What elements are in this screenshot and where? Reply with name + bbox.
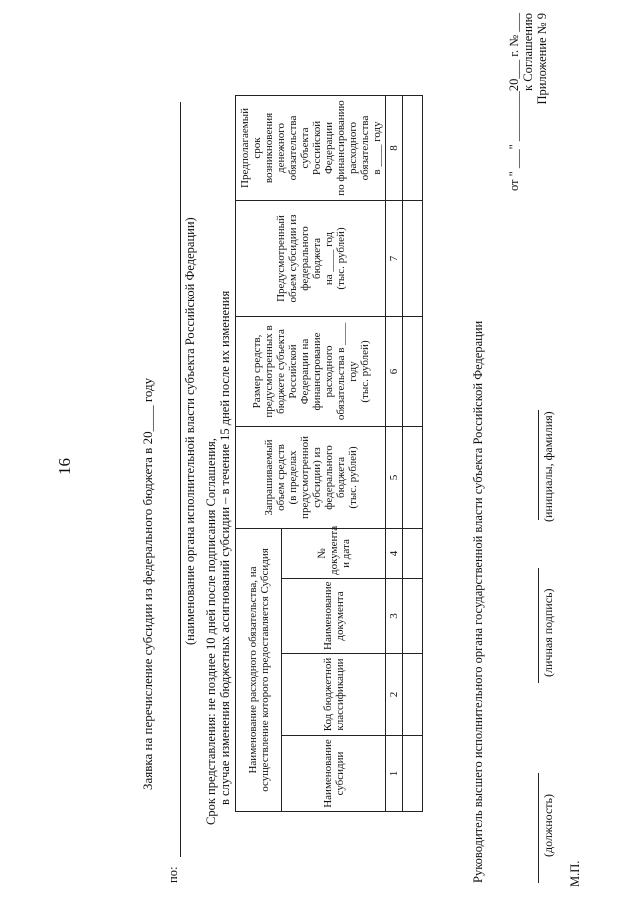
header-line: финансирование: [310, 332, 323, 411]
header-line: денежного: [274, 123, 287, 173]
header-line: (тыс. рублей): [334, 227, 347, 290]
header-line: Размер средств,: [250, 334, 263, 409]
col4-header: № документа и дата: [282, 528, 386, 578]
stamp-place: М.П.: [568, 860, 582, 887]
annex-number: Приложение № 9: [535, 13, 549, 105]
header-line: объем субсидии из: [286, 214, 299, 303]
col-number: 6: [386, 316, 403, 426]
header-line: (тыс. рублей): [358, 340, 371, 403]
empty-cell[interactable]: [403, 316, 423, 426]
header-line: предусмотренной: [298, 436, 311, 519]
col8-header: [236, 95, 386, 200]
document-title: Заявка на перечисление субсидии из федерального бюджета в 20____ году: [140, 377, 155, 790]
header-line: обязательства субъекта: [286, 115, 311, 181]
col-number: 7: [386, 200, 403, 316]
group-header: Наименование расходного обязательства, на осуществление которого предоставляется Субсидия: [236, 528, 282, 811]
recipient-label: по:: [166, 866, 180, 883]
header-line: обязательства: [358, 115, 371, 181]
header-line: (в пределах: [286, 450, 299, 505]
recipient-caption: (наименование органа исполнительной власти субъекта Российской Федерации): [183, 217, 197, 645]
header-line: возникновения: [262, 112, 275, 184]
col6-header: [236, 316, 386, 426]
col-number: 3: [386, 579, 403, 654]
header-line: федерального: [298, 226, 311, 291]
header-line: Предусмотренный: [274, 215, 287, 302]
col1-header: Наименование субсидии: [282, 736, 386, 812]
header-line: обязательства в ____: [334, 322, 347, 421]
header-line: по финансированию: [334, 100, 347, 196]
annex-date: от " ___" ________20___ г. № ___: [507, 13, 521, 192]
subsidy-table: [235, 95, 423, 812]
header-line: предусмотренных в: [262, 325, 275, 418]
header-line: объем средств: [274, 444, 287, 511]
col-number: 1: [386, 736, 403, 812]
signatory-heading: Руководитель высшего исполнительного органа государственной власти субъекта Российской Федерации: [471, 320, 485, 883]
col-number: 4: [386, 528, 403, 578]
deadline-text-2: в случае изменения бюджетных ассигнований субсидии – в течение 15 дней после их изменения: [218, 290, 232, 805]
header-line: (тыс. рублей): [346, 446, 359, 509]
header-line: Российской Федерации: [310, 120, 335, 176]
col-number: 8: [386, 95, 403, 200]
empty-cell[interactable]: [403, 579, 423, 654]
header-line: Российской: [286, 344, 299, 399]
col2-header: Код бюджетной классификации: [282, 654, 386, 736]
empty-cell[interactable]: [403, 426, 423, 528]
header-line: в ____ году: [370, 121, 383, 175]
position-caption: (должность): [541, 794, 555, 857]
name-line[interactable]: [538, 410, 539, 520]
header-line: бюджета: [310, 237, 323, 279]
page-number: 16: [55, 458, 74, 475]
empty-cell[interactable]: [403, 200, 423, 316]
empty-cell[interactable]: [403, 736, 423, 812]
empty-cell[interactable]: [403, 528, 423, 578]
header-line: Предполагаемый срок: [238, 108, 263, 188]
header-line: бюджета: [334, 456, 347, 498]
col5-header: [236, 426, 386, 528]
recipient-line: [180, 102, 181, 857]
col-number: 2: [386, 654, 403, 736]
annex-agreement: к Соглашению: [521, 13, 535, 91]
header-line: федерального: [322, 445, 335, 510]
position-line[interactable]: [538, 773, 539, 883]
empty-cell[interactable]: [403, 95, 423, 200]
header-line: Запрашиваемый: [262, 439, 275, 516]
header-line: расходного: [346, 121, 359, 175]
signature-caption: (личная подпись): [541, 588, 555, 677]
col3-header: Наименование документа: [282, 579, 386, 654]
signature-line[interactable]: [538, 568, 539, 683]
col-number: 5: [386, 426, 403, 528]
header-line: субсидии) из: [310, 447, 323, 508]
name-caption: (инициалы, фамилия): [541, 411, 555, 522]
empty-cell[interactable]: [403, 654, 423, 736]
col7-header: [236, 200, 386, 316]
header-line: году: [346, 361, 359, 382]
deadline-text-1: Срок представления: не позднее 10 дней после подписания Соглашения,: [204, 438, 218, 825]
header-line: расходного: [322, 345, 335, 398]
header-line: бюджете субъекта: [274, 329, 287, 414]
header-line: Федерации на: [298, 338, 311, 405]
header-line: на ____ год: [322, 231, 335, 286]
